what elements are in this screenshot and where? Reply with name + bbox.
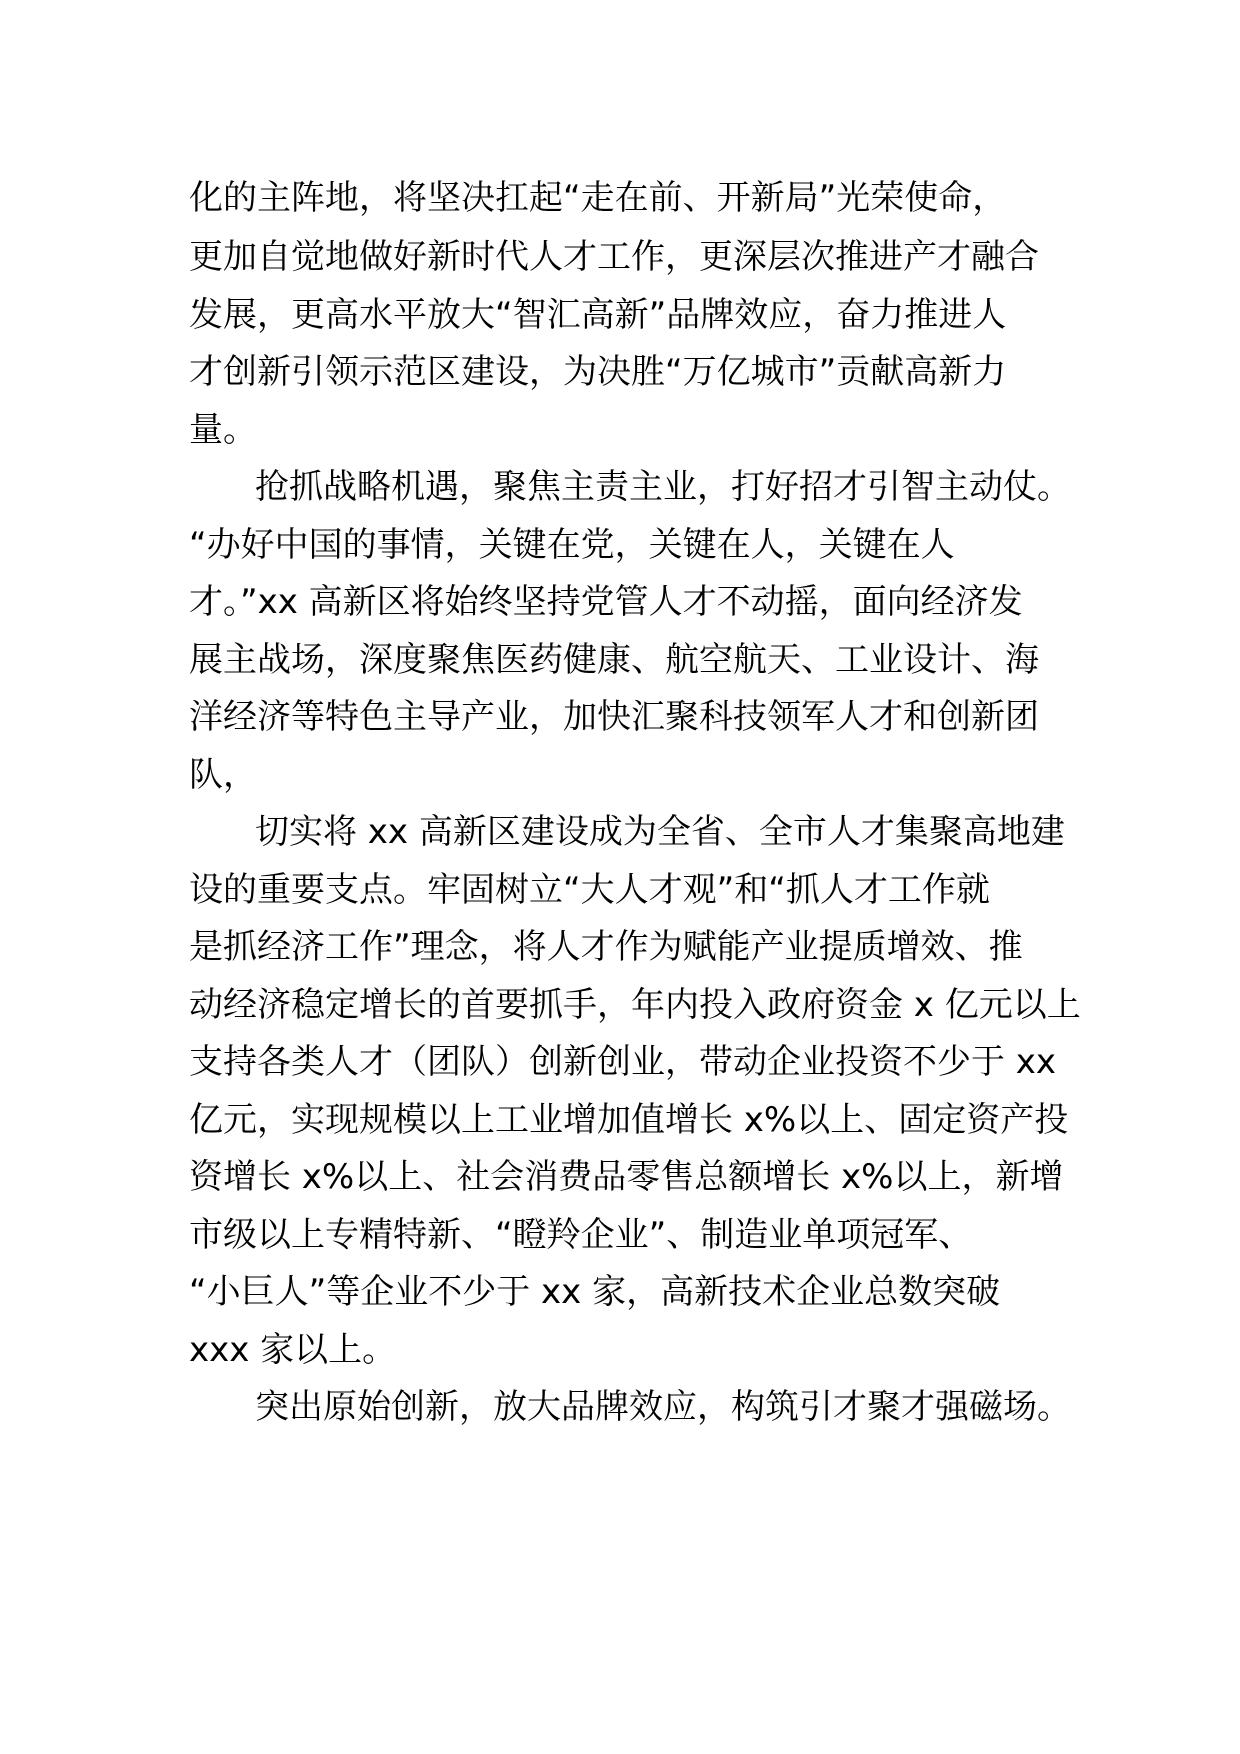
text-line-3: 发展，更高水平放大“智汇高新”品牌效应，奋力推进人 bbox=[189, 295, 1007, 335]
text-line-16: 支持各类人才（团队）创新创业，带动企业投资不少于 xx bbox=[189, 1042, 1057, 1082]
text-line-18: 资增长 x%以上、社会消费品零售总额增长 x%以上，新增 bbox=[189, 1157, 1064, 1197]
text-line-11: 队， bbox=[189, 755, 257, 795]
text-line-10: 洋经济等特色主导产业，加快汇聚科技领军人才和创新团 bbox=[189, 697, 1039, 737]
text-line-13: 设的重要支点。牢固树立“大人才观”和“抓人才工作就 bbox=[189, 870, 990, 910]
text-line-20: “小巨人”等企业不少于 xx 家，高新技术企业总数突破 bbox=[189, 1272, 1001, 1312]
text-line-15: 动经济稳定增长的首要抓手，年内投入政府资金 x 亿元以上 bbox=[189, 985, 1081, 1025]
paragraph-4-first-line: 突出原始创新，放大品牌效应，构筑引才聚才强磁场。 bbox=[255, 1387, 1071, 1427]
paragraph-2-first-line: 抢抓战略机遇，聚焦主责主业，打好招才引智主动仗。 bbox=[255, 467, 1071, 507]
text-line-17: 亿元，实现规模以上工业增加值增长 x%以上、固定资产投 bbox=[189, 1100, 1069, 1140]
text-line-2: 更加自觉地做好新时代人才工作，更深层次推进产才融合 bbox=[189, 237, 1039, 277]
text-line-1: 化的主阵地，将坚决扛起“走在前、开新局”光荣使命， bbox=[189, 178, 1007, 218]
text-line-21: xxx 家以上。 bbox=[189, 1330, 397, 1370]
text-line-7: “办好中国的事情，关键在党，关键在人，关键在人 bbox=[189, 525, 955, 565]
text-line-9: 展主战场，深度聚焦医药健康、航空航天、工业设计、海 bbox=[189, 640, 1039, 680]
paragraph-3-first-line: 切实将 xx 高新区建设成为全省、全市人才集聚高地建 bbox=[255, 812, 1065, 852]
text-line-4: 才创新引领示范区建设，为决胜“万亿城市”贡献高新力 bbox=[189, 352, 1007, 392]
text-line-5: 量。 bbox=[189, 410, 257, 450]
text-line-19: 市级以上专精特新、“瞪羚企业”、制造业单项冠军、 bbox=[189, 1215, 973, 1255]
text-line-8: 才。”xx 高新区将始终坚持党管人才不动摇，面向经济发 bbox=[189, 582, 1023, 622]
text-line-14: 是抓经济工作”理念，将人才作为赋能产业提质增效、推 bbox=[189, 927, 1023, 967]
